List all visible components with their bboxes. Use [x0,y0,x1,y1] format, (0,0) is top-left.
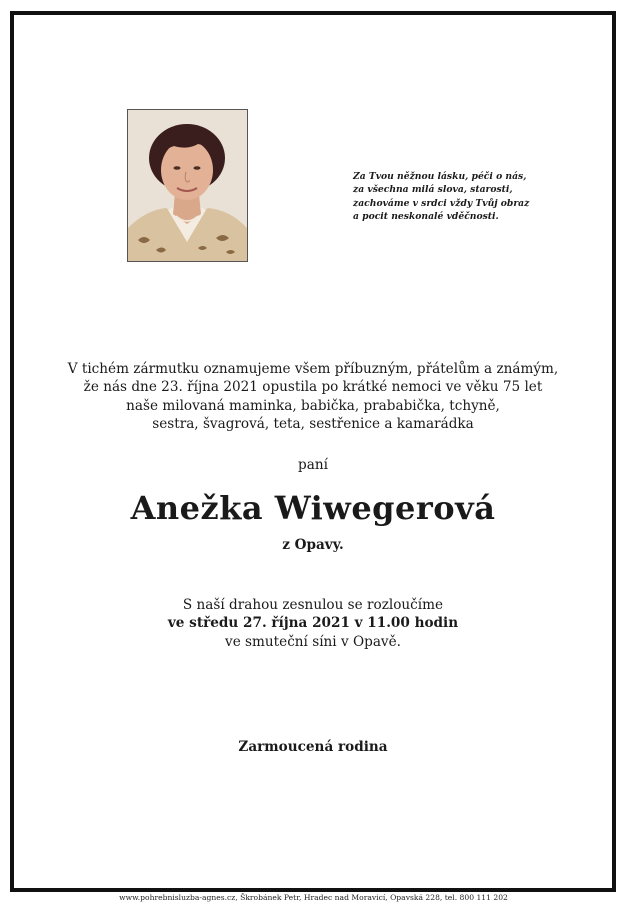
quote-line: za všechna milá slova, starosti, [353,184,513,196]
quote-line: zachováme v srdci vždy Tvůj obraz [353,197,530,209]
quote-line: Za Tvou něžnou lásku, péči o nás, [353,171,527,182]
announcement-line: sestra, švagrová, teta, sestřenice a kamarádka [152,416,474,433]
portrait-image [128,110,247,261]
obituary-frame [10,11,616,892]
ceremony-place: ve smuteční síni v Opavě. [225,633,401,650]
memorial-quote [353,170,553,224]
ceremony-details [14,596,612,651]
title-prefix: paní [298,457,328,473]
footer-contact: www.pohrebnisluzba-agnes.cz, Škrobánek Petr, Hradec nad Moravicí, Opavská 228, tel. 800 111 202 [119,893,508,902]
quote-line: a pocit neskonalé vděčnosti. [353,211,499,223]
announcement-line: naše milovaná maminka, babička, prababička, tchyně, [126,397,500,414]
deceased-name: Anežka Wiwegerová [130,489,496,527]
portrait-photo [127,109,248,262]
announcement-line: že nás dne 23. října 2021 opustila po krátké nemoci ve věku 75 let [83,379,543,396]
announcement-text [14,360,612,434]
origin-text: z Opavy. [282,537,344,553]
signature: Zarmoucená rodina [238,739,388,755]
ceremony-date-time: ve středu 27. října 2021 v 11.00 hodin [167,615,459,632]
announcement-line: V tichém zármutku oznamujeme všem příbuzným, přátelům a známým, [67,361,559,377]
ceremony-line: S naší drahou zesnulou se rozloučíme [182,597,444,613]
